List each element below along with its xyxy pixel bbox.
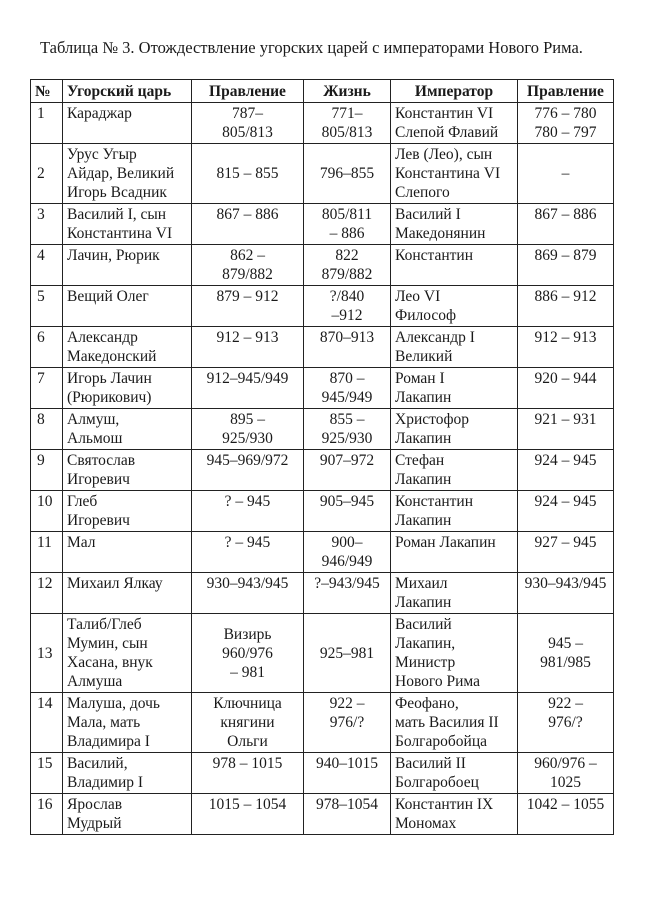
emperor-cell-line: Лакапин,: [395, 635, 456, 652]
emperor-cell-line: Роман Лакапин: [395, 534, 496, 551]
ugric-king-cell: [63, 614, 192, 693]
life-cell: [304, 794, 391, 835]
emperor-cell-line: Лакапин: [395, 430, 452, 447]
ugric-king-cell-line: Игорь Лачин: [67, 370, 152, 387]
ugric-king-cell: [63, 204, 192, 245]
emperor-cell: [391, 144, 518, 204]
life-cell-line: 976/?: [329, 714, 365, 731]
row-number: 10: [31, 491, 63, 532]
life-cell-line: ?–943/945: [314, 575, 380, 592]
reign-cell: [192, 144, 304, 204]
ugric-king-cell: [63, 753, 192, 794]
header-reign: Правление: [192, 80, 304, 103]
emperor-cell-line: Василий I: [395, 206, 461, 223]
life-cell-line: –912: [331, 307, 363, 324]
ugric-king-cell-line: Святослав: [67, 452, 136, 469]
ugric-king-cell: [63, 245, 192, 286]
emperor-reign-cell-line: 780 – 797: [534, 124, 597, 141]
ugric-king-cell-line: Альмош: [67, 430, 123, 447]
ugric-king-cell-line: Македонский: [67, 348, 157, 365]
emperor-cell: [391, 693, 518, 753]
reign-cell: [192, 245, 304, 286]
emperor-cell-line: Стефан: [395, 452, 445, 469]
emperor-cell-line: Константин VI: [395, 105, 494, 122]
life-cell-line: 822: [335, 247, 359, 264]
ugric-king-cell: [63, 327, 192, 368]
emperor-reign-cell: [518, 368, 614, 409]
reign-cell-line: Визирь: [223, 625, 272, 643]
ugric-king-cell-line: Игоревич: [67, 512, 130, 529]
ugric-king-cell-line: Василий,: [67, 755, 128, 772]
ugric-king-cell-line: Василий I, сын: [67, 206, 167, 223]
header-emperor-reign: Правление: [518, 80, 614, 103]
row-number: 3: [31, 204, 63, 245]
table-row: [31, 794, 614, 835]
ugric-king-cell-line: Алмуш,: [67, 411, 120, 428]
header-number: №: [31, 80, 63, 103]
emperor-cell-line: Константин IX: [395, 796, 494, 813]
table-row: [31, 204, 614, 245]
table-body: [31, 103, 614, 835]
life-cell-line: 796–855: [319, 165, 375, 182]
reign-cell-line: 1015 – 1054: [208, 796, 287, 813]
emperor-cell-line: Константина VI: [395, 165, 501, 182]
row-number: 13: [31, 614, 63, 693]
emperor-reign-cell: [518, 409, 614, 450]
ugric-king-cell-line: Талиб/Глеб: [67, 616, 142, 633]
ugric-king-cell-line: Вещий Олег: [67, 288, 149, 305]
emperor-reign-cell-line: 945 –: [548, 635, 583, 652]
reign-cell: [192, 614, 304, 693]
reign-cell-line: 879/882: [222, 266, 273, 283]
life-cell: [304, 327, 391, 368]
emperor-reign-cell: [518, 794, 614, 835]
row-number: 9: [31, 450, 63, 491]
ugric-king-cell-line: Мала, мать: [67, 714, 141, 731]
emperor-reign-cell: [518, 491, 614, 532]
ugric-king-cell: [63, 450, 192, 491]
emperor-cell-line: мать Василия II: [395, 714, 499, 731]
ugric-king-cell: [63, 532, 192, 573]
emperor-reign-cell: [518, 144, 614, 204]
reign-cell-line: княгини: [220, 714, 275, 731]
reign-cell-line: 945–969/972: [206, 452, 289, 469]
emperor-cell-line: Василий: [395, 616, 452, 633]
header-life: Жизнь: [304, 80, 391, 103]
reign-cell-line: 960/976: [222, 644, 273, 662]
ugric-king-cell-line: Мудрый: [67, 815, 122, 832]
life-cell-line: 771–: [331, 105, 363, 122]
reign-cell: [192, 103, 304, 144]
reign-cell-line: Ключница: [213, 695, 282, 712]
ugric-king-cell-line: Игорь Всадник: [67, 184, 167, 201]
reign-cell: [192, 753, 304, 794]
emperor-reign-cell-line: 920 – 944: [534, 370, 597, 387]
life-cell-line: 925–981: [319, 644, 375, 662]
emperor-reign-cell-line: 981/985: [540, 654, 591, 671]
ugric-king-cell-line: Хасана, внук: [67, 654, 153, 671]
row-number: 5: [31, 286, 63, 327]
emperor-cell-line: Болгаробойца: [395, 733, 488, 750]
emperor-cell-line: Михаил: [395, 575, 448, 592]
row-number: 15: [31, 753, 63, 794]
emperor-cell-line: Великий: [395, 348, 453, 365]
life-cell: [304, 614, 391, 693]
reign-cell-line: 862 –: [230, 247, 265, 264]
ugric-king-cell: [63, 368, 192, 409]
ugric-king-cell-line: Айдар, Великий: [67, 165, 175, 182]
life-cell: [304, 204, 391, 245]
emperor-reign-cell: [518, 753, 614, 794]
table-row: [31, 753, 614, 794]
life-cell-line: 855 –: [329, 411, 365, 428]
reign-cell: [192, 573, 304, 614]
life-cell: [304, 245, 391, 286]
life-cell-line: 907–972: [319, 452, 375, 469]
ugric-king-cell: [63, 693, 192, 753]
emperor-cell: [391, 573, 518, 614]
life-cell: [304, 409, 391, 450]
emperor-cell: [391, 286, 518, 327]
table-caption: Таблица № 3. Отождествление угорских царей с императорами Нового Рима.: [40, 38, 583, 57]
reign-cell-line: Ольги: [227, 733, 268, 750]
ugric-king-cell-line: Малуша, дочь: [67, 695, 160, 712]
header-emperor: Император: [391, 80, 518, 103]
life-cell-line: 870–913: [319, 329, 375, 346]
table-row: [31, 693, 614, 753]
row-number: 16: [31, 794, 63, 835]
emperor-reign-cell: [518, 245, 614, 286]
reign-cell: [192, 327, 304, 368]
reign-cell-line: 895 –: [230, 411, 265, 428]
reign-cell-line: 815 – 855: [216, 165, 279, 182]
life-cell: [304, 491, 391, 532]
reign-cell: [192, 794, 304, 835]
ugric-king-cell-line: Мал: [67, 534, 96, 551]
emperor-cell-line: Министр: [395, 654, 456, 671]
emperor-reign-cell: [518, 204, 614, 245]
emperor-reign-cell-line: 869 – 879: [534, 247, 597, 264]
life-cell: [304, 532, 391, 573]
table-row: [31, 103, 614, 144]
emperor-reign-cell-line: 922 –: [548, 695, 583, 712]
emperor-reign-cell: [518, 614, 614, 693]
life-cell-line: 925/930: [321, 430, 373, 447]
reign-cell-line: 930–943/945: [206, 575, 289, 592]
table-row: [31, 532, 614, 573]
life-cell-line: 805/811: [321, 206, 373, 223]
emperor-reign-cell-line: 1025: [550, 774, 581, 791]
life-cell: [304, 693, 391, 753]
row-number: 1: [31, 103, 63, 144]
emperor-cell: [391, 103, 518, 144]
emperor-cell: [391, 368, 518, 409]
emperor-cell: [391, 450, 518, 491]
ugric-king-cell: [63, 491, 192, 532]
emperor-cell-line: Болгаробоец: [395, 774, 479, 791]
life-cell-line: ?/840: [329, 288, 365, 305]
table-row: [31, 491, 614, 532]
emperor-cell-line: Лакапин: [395, 512, 452, 529]
reign-cell-line: 805/813: [222, 124, 273, 141]
emperor-reign-cell-line: –: [561, 165, 570, 182]
emperor-cell-line: Лев (Лео), сын: [395, 146, 493, 163]
table-row: [31, 368, 614, 409]
emperor-cell: [391, 491, 518, 532]
reign-cell-line: ? – 945: [224, 493, 271, 510]
reign-cell-line: 978 – 1015: [212, 755, 283, 772]
emperor-cell: [391, 245, 518, 286]
reign-cell: [192, 532, 304, 573]
table-row: [31, 286, 614, 327]
emperor-reign-cell-line: 867 – 886: [534, 206, 597, 223]
ugric-king-cell-line: Владимира I: [67, 733, 150, 750]
life-cell-line: 922 –: [329, 695, 365, 712]
table-row: [31, 409, 614, 450]
table-row: [31, 327, 614, 368]
life-cell-line: 870 –: [329, 370, 365, 387]
life-cell: [304, 753, 391, 794]
row-number: 12: [31, 573, 63, 614]
life-cell-line: 879/882: [321, 266, 373, 283]
row-number: 6: [31, 327, 63, 368]
reign-cell-line: 912 – 913: [216, 329, 279, 346]
emperor-cell: [391, 753, 518, 794]
header-ugric-king: Угорский царь: [63, 80, 192, 103]
ugric-king-cell-line: Александр: [67, 329, 138, 346]
emperor-reign-cell: [518, 532, 614, 573]
emperor-cell: [391, 614, 518, 693]
emperor-cell-line: Македонянин: [395, 225, 486, 242]
emperor-cell-line: Лакапин: [395, 389, 452, 406]
ugric-king-cell-line: Алмуша: [67, 673, 123, 690]
emperor-cell: [391, 327, 518, 368]
ugric-king-cell: [63, 409, 192, 450]
emperor-reign-cell-line: 886 – 912: [534, 288, 597, 305]
ugric-king-cell: [63, 286, 192, 327]
emperor-reign-cell: [518, 573, 614, 614]
identification-table: [30, 79, 614, 835]
reign-cell-line: 787–: [232, 105, 263, 122]
reign-cell: [192, 368, 304, 409]
life-cell-line: 805/813: [321, 124, 373, 141]
row-number: 11: [31, 532, 63, 573]
ugric-king-cell-line: Игоревич: [67, 471, 130, 488]
emperor-cell-line: Лакапин: [395, 594, 452, 611]
emperor-reign-cell-line: 976/?: [548, 714, 583, 731]
life-cell: [304, 103, 391, 144]
emperor-reign-cell-line: 930–943/945: [524, 575, 607, 592]
table-row: [31, 573, 614, 614]
emperor-reign-cell-line: 1042 – 1055: [526, 796, 605, 813]
row-number: 2: [31, 144, 63, 204]
reign-cell-line: 925/930: [222, 430, 273, 447]
emperor-reign-cell: [518, 103, 614, 144]
emperor-cell-line: Слепого: [395, 184, 450, 201]
emperor-cell-line: Мономах: [395, 815, 457, 832]
life-cell-line: 945/949: [321, 389, 373, 406]
emperor-cell: [391, 204, 518, 245]
ugric-king-cell-line: Мумин, сын: [67, 635, 148, 652]
life-cell: [304, 450, 391, 491]
ugric-king-cell: [63, 144, 192, 204]
emperor-cell-line: Лакапин: [395, 471, 452, 488]
row-number: 8: [31, 409, 63, 450]
reign-cell: [192, 450, 304, 491]
ugric-king-cell-line: Владимир I: [67, 774, 144, 791]
emperor-reign-cell: [518, 450, 614, 491]
emperor-cell-line: Слепой Флавий: [395, 124, 499, 141]
emperor-reign-cell-line: 776 – 780: [534, 105, 597, 122]
ugric-king-cell-line: (Рюрикович): [67, 389, 152, 406]
life-cell: [304, 573, 391, 614]
emperor-cell-line: Роман I: [395, 370, 445, 387]
life-cell: [304, 368, 391, 409]
reign-cell-line: ? – 945: [224, 534, 271, 551]
emperor-cell: [391, 532, 518, 573]
life-cell-line: 946/949: [321, 553, 373, 570]
ugric-king-cell: [63, 573, 192, 614]
emperor-cell: [391, 409, 518, 450]
table-row: [31, 245, 614, 286]
emperor-cell: [391, 794, 518, 835]
emperor-reign-cell-line: 921 – 931: [534, 411, 597, 428]
row-number: 7: [31, 368, 63, 409]
reign-cell-line: – 981: [230, 663, 265, 681]
life-cell: [304, 286, 391, 327]
emperor-reign-cell-line: 924 – 945: [534, 452, 597, 469]
emperor-cell-line: Василий II: [395, 755, 466, 772]
ugric-king-cell-line: Лачин, Рюрик: [67, 247, 160, 264]
table-row: [31, 144, 614, 204]
life-cell-line: 940–1015: [316, 755, 378, 772]
emperor-cell-line: Философ: [395, 307, 457, 324]
emperor-reign-cell: [518, 693, 614, 753]
emperor-reign-cell-line: 960/976 –: [534, 755, 597, 772]
emperor-reign-cell-line: 924 – 945: [534, 493, 597, 510]
header-row: [31, 80, 614, 103]
table-row: [31, 450, 614, 491]
emperor-cell-line: Христофор: [395, 411, 469, 428]
life-cell-line: 978–1054: [316, 796, 378, 813]
reign-cell: [192, 204, 304, 245]
ugric-king-cell: [63, 794, 192, 835]
reign-cell: [192, 693, 304, 753]
emperor-reign-cell-line: 927 – 945: [534, 534, 597, 551]
life-cell-line: – 886: [329, 225, 365, 242]
life-cell-line: 900–: [331, 534, 363, 551]
ugric-king-cell-line: Караджар: [67, 105, 132, 122]
reign-cell-line: 867 – 886: [216, 206, 279, 223]
reign-cell: [192, 409, 304, 450]
emperor-cell-line: Александр I: [395, 329, 475, 346]
emperor-cell-line: Константин: [395, 493, 473, 510]
life-cell: [304, 144, 391, 204]
reign-cell: [192, 491, 304, 532]
emperor-cell-line: Феофано,: [395, 695, 459, 712]
row-number: 4: [31, 245, 63, 286]
emperor-reign-cell: [518, 327, 614, 368]
reign-cell: [192, 286, 304, 327]
emperor-cell-line: Лео VI: [395, 288, 441, 305]
reign-cell-line: 879 – 912: [216, 288, 279, 305]
emperor-reign-cell-line: 912 – 913: [534, 329, 597, 346]
emperor-cell-line: Константин: [395, 247, 473, 264]
ugric-king-cell-line: Глеб: [67, 493, 98, 510]
life-cell-line: 905–945: [319, 493, 375, 510]
emperor-cell-line: Нового Рима: [395, 673, 481, 690]
reign-cell-line: 912–945/949: [206, 370, 289, 387]
emperor-reign-cell: [518, 286, 614, 327]
table-row: [31, 614, 614, 693]
row-number: 14: [31, 693, 63, 753]
ugric-king-cell-line: Константина VI: [67, 225, 173, 242]
ugric-king-cell-line: Ярослав: [67, 796, 123, 813]
ugric-king-cell: [63, 103, 192, 144]
ugric-king-cell-line: Урус Угыр: [67, 146, 137, 163]
ugric-king-cell-line: Михаил Ялкау: [67, 575, 163, 592]
